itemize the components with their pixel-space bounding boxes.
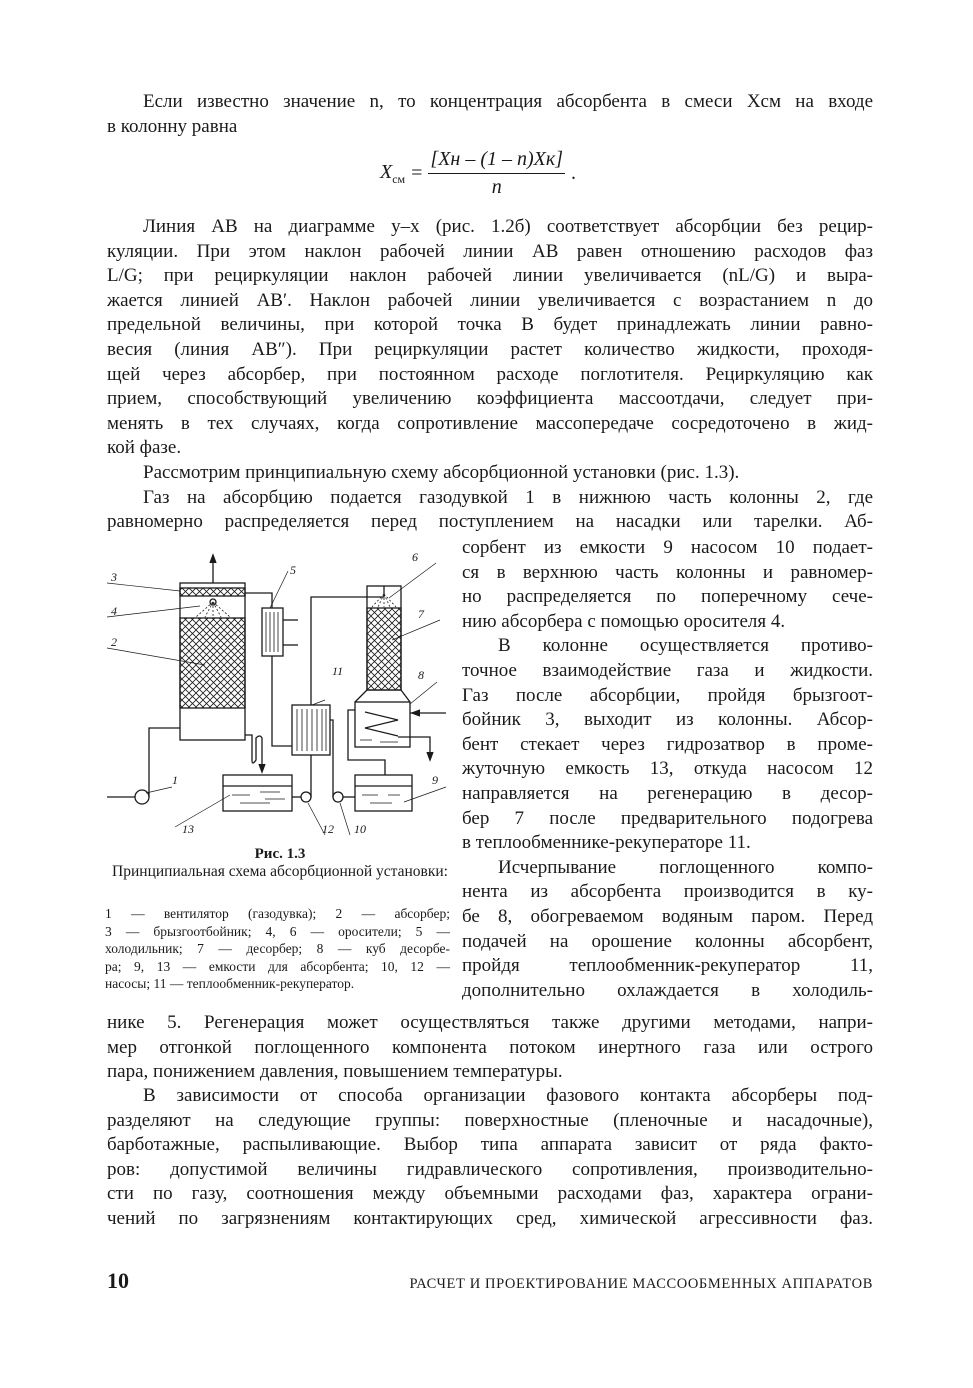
text-line: направляется на регенерацию в десор- bbox=[462, 782, 873, 804]
figure-caption bbox=[105, 845, 455, 881]
label-13: 13 bbox=[182, 822, 194, 836]
right-column-text bbox=[462, 536, 873, 1003]
text-line: мер отгонкой поглощенного компонента потоком инертного газа или острого bbox=[107, 1036, 873, 1058]
text-line: разделяют на следующие группы: поверхностные (пленочные и насадочные), bbox=[107, 1109, 873, 1131]
label-10: 10 bbox=[354, 822, 366, 836]
text-line: бер 7 после предварительного подогрева bbox=[462, 807, 873, 829]
label-12: 12 bbox=[322, 822, 334, 836]
text-line: дополнительно охлаждается в холодиль- bbox=[462, 979, 873, 1001]
paragraph-absorber-types bbox=[107, 1084, 873, 1232]
label-1: 1 bbox=[172, 773, 178, 787]
text-line: L/G; при рециркуляции наклон рабочей линии увеличивается (nL/G) и выра- bbox=[107, 265, 873, 287]
text-line: насосы; 11 — теплообменник-рекуператор. bbox=[105, 976, 355, 991]
fraction bbox=[428, 148, 565, 199]
text-line: но распределяется по поперечному сече- bbox=[462, 586, 873, 608]
intro-paragraph bbox=[107, 90, 873, 139]
denominator: n bbox=[491, 176, 502, 198]
text-line: сти по газу, соотношения между объемными расходами фаз, характера ограни- bbox=[107, 1183, 873, 1205]
equals-sign: = bbox=[411, 162, 423, 184]
paragraph-regeneration bbox=[107, 1011, 873, 1085]
text-line: предельной величины, при которой точка B будет принадлежать линии равно- bbox=[107, 314, 873, 336]
text-line: нию абсорбера с помощью оросителя 4. bbox=[462, 610, 786, 632]
text-line: бе 8, обогреваемом водяным паром. Перед bbox=[462, 905, 873, 927]
text-line: куляции. При этом наклон рабочей линии AB равен отношению расходов фаз bbox=[107, 240, 873, 262]
text-line: в теплообменнике-рекуператоре 11. bbox=[462, 832, 751, 854]
text-line: 3 — брызгоотбойник; 4, 6 — оросители; 5 — bbox=[105, 923, 450, 939]
text-line: пройдя теплообменник-рекуператор 11, bbox=[462, 955, 873, 977]
numerator: [Xн – (1 – n)Xк] bbox=[428, 148, 565, 174]
text-line: Газ на абсорбцию подается газодувкой 1 в нижнюю часть колонны 2, где bbox=[143, 486, 873, 508]
text-line: В колонне осуществляется противо- bbox=[498, 635, 873, 657]
text-line: нике 5. Регенерация может осуществляться также другими методами, напри- bbox=[107, 1012, 873, 1033]
label-5: 5 bbox=[290, 563, 296, 577]
text-line: Газ после абсорбции, пройдя брызгоот- bbox=[462, 684, 873, 706]
text-line: бойник 3, выходит из колонны. Абсор- bbox=[462, 709, 873, 731]
text-line: нента из абсорбента производится в ку- bbox=[462, 881, 873, 903]
text-line: В зависимости от способа организации фазового контакта абсорберы под- bbox=[143, 1085, 873, 1106]
text-line: жуточную емкость 13, откуда насосом 12 bbox=[462, 758, 873, 780]
text-line: барботажные, распыливающие. Выбор типа аппарата зависит от ряда факто- bbox=[107, 1134, 873, 1156]
label-7: 7 bbox=[418, 607, 424, 621]
figure-title: Принципиальная схема абсорбционной установки: bbox=[112, 863, 448, 880]
text-line: 1 — вентилятор (газодувка); 2 — абсорбер; bbox=[105, 906, 450, 921]
formula-lhs: $X_{см}$ bbox=[380, 160, 406, 186]
paragraph-recirculation bbox=[107, 215, 873, 461]
text-line: пара, понижением давления, повышением температуры. bbox=[107, 1061, 563, 1083]
label-3: 3 bbox=[111, 570, 117, 584]
text-line: кой фазе. bbox=[107, 437, 182, 459]
label-4: 4 bbox=[111, 604, 117, 618]
text-line: бент стекает через гидрозатвор в проме- bbox=[462, 733, 873, 755]
text-line: Если известно значение n, то концентрация абсорбента в смеси Xсм на входе bbox=[143, 91, 873, 112]
text-line: сорбент из емкости 9 насосом 10 подает- bbox=[462, 537, 873, 558]
text-line: ра; 9, 13 — емкости для абсорбента; 10, 12 — bbox=[105, 958, 450, 974]
text-line: чений по загрязнениям контактирующих сред, химической агрессивности фаз. bbox=[107, 1207, 873, 1229]
paragraph-scheme bbox=[107, 461, 873, 535]
page-footer bbox=[107, 1268, 873, 1294]
figure-number: Рис. 1.3 bbox=[254, 846, 306, 862]
formula-period: . bbox=[571, 162, 577, 184]
text-line: в колонну равна bbox=[107, 115, 238, 137]
label-11: 11 bbox=[332, 664, 344, 678]
label-6: 6 bbox=[412, 550, 418, 564]
figure-legend bbox=[105, 905, 450, 993]
text-line: Рассмотрим принципиальную схему абсорбционной установки (рис. 1.3). bbox=[143, 462, 740, 483]
text-line: холодильник; 7 — десорбер; 8 — куб десорбе- bbox=[105, 941, 450, 956]
text-line: подачей на орошение колонны абсорбент, bbox=[462, 930, 873, 952]
label-9: 9 bbox=[432, 773, 438, 787]
text-line: весия (линия AB″). При рециркуляции растет количество жидкости, проходя- bbox=[107, 338, 873, 360]
running-title: РАСЧЕТ И ПРОЕКТИРОВАНИЕ МАССООБМЕННЫХ АППАРАТОВ bbox=[409, 1276, 873, 1292]
text-line: ров: допустимой величины гидравлического сопротивления, производительно- bbox=[107, 1158, 873, 1180]
text-line: щей через абсорбер, при постоянном расходе поглотителя. Рециркуляцию как bbox=[107, 363, 873, 385]
figure-1-3-diagram bbox=[100, 545, 460, 845]
text-line: Исчерпывание поглощенного компо- bbox=[498, 856, 873, 878]
label-8: 8 bbox=[418, 668, 424, 682]
label-2: 2 bbox=[111, 635, 117, 649]
text-line: жается линией AB′. Наклон рабочей линии увеличивается с возрастанием n до bbox=[107, 289, 873, 311]
page-number: 10 bbox=[107, 1268, 129, 1293]
text-line: менять в тех случаях, когда сопротивление массопередаче сосредоточено в жид- bbox=[107, 412, 873, 434]
formula bbox=[380, 148, 576, 199]
text-line: Линия AB на диаграмме y–x (рис. 1.2б) соответствует абсорбции без рецир- bbox=[143, 216, 873, 237]
text-line: прием, способствующий увеличению коэффициента массоотдачи, следует при- bbox=[107, 388, 873, 410]
text-line: ся в верхнюю часть колонны и равномер- bbox=[462, 561, 873, 583]
text-line: точное взаимодействие газа и жидкости. bbox=[462, 659, 873, 681]
text-line: равномерно распределяется перед поступлением на насадки или тарелки. Аб- bbox=[107, 511, 873, 533]
